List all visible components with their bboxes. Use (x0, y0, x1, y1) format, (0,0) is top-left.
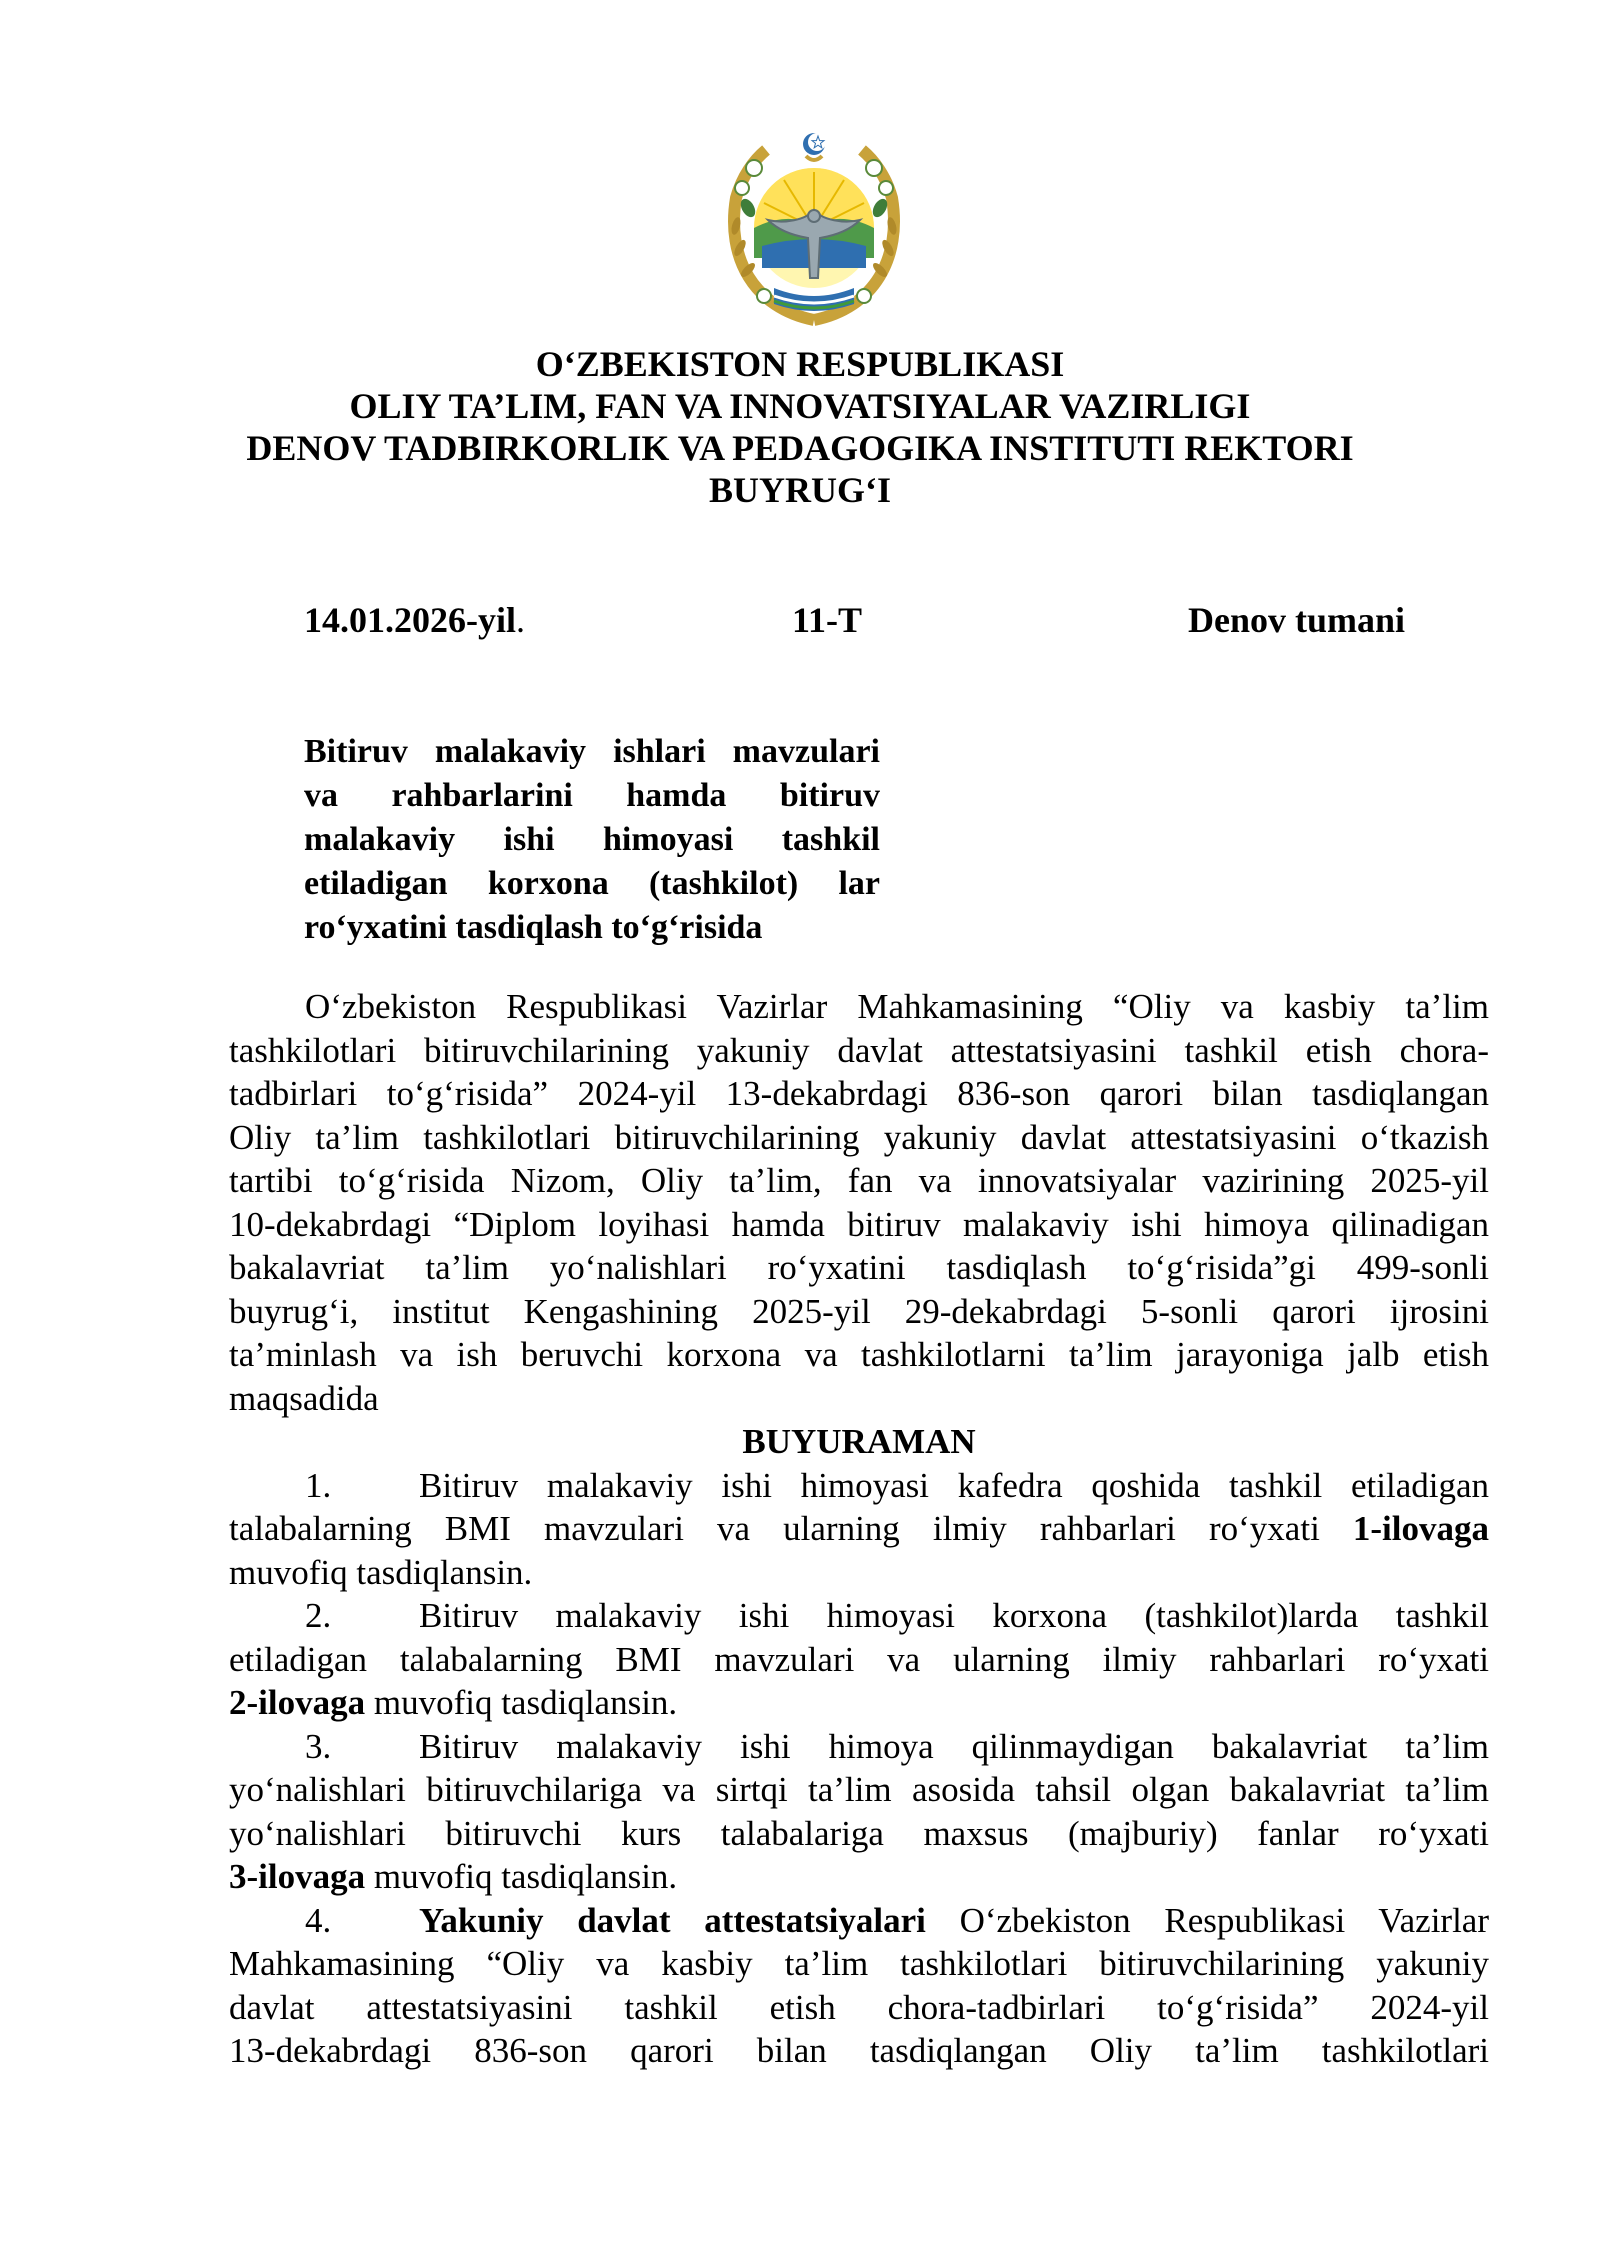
item-3-text: muvofiq tasdiqlansin. (365, 1857, 678, 1896)
item-2-line (229, 1594, 1489, 1638)
item-3-number: 3. (305, 1726, 332, 1766)
preamble-line: maqsadida (229, 1378, 379, 1418)
item-4-line: 13-dekabrdagi 836-son qarori bilan tasdiqlangan Oliy ta’lim tashkilotlari (229, 2031, 1489, 2070)
preamble-line: tadbirlari to‘g‘risida” 2024-yil 13-dekabrdagi 836-son qarori bilan tasdiqlangan (229, 1074, 1489, 1113)
order-date-dot: . (516, 600, 525, 640)
item-4-line: Mahkamasining “Oliy va kasbiy ta’lim tashkilotlari bitiruvchilarining yakuniy (229, 1944, 1489, 1983)
item-1-number: 1. (305, 1465, 332, 1505)
item-1-text: talabalarning BMI mavzulari va ularning ilmiy rahbarlari ro‘yxati (229, 1509, 1320, 1548)
item-2-line: etiladigan talabalarning BMI mavzulari va ularning ilmiy rahbarlari ro‘yxati (229, 1639, 1489, 1679)
subject-line: ro‘yxatini tasdiqlash to‘g‘risida (304, 909, 763, 946)
item-2-number: 2. (305, 1596, 332, 1635)
preamble-line: bakalavriat ta’lim yo‘nalishlari ro‘yxatini tasdiqlash to‘g‘risida”gi 499-sonli (229, 1248, 1489, 1287)
preamble-line: ta’minlash va ish beruvchi korxona va tashkilotlarni ta’lim jarayoniga jalb etish (229, 1335, 1489, 1374)
item-3-annex: 3-ilovaga (229, 1857, 366, 1896)
order-body (229, 985, 1489, 2073)
item-4-heading: Yakuniy davlat attestatsiyalari (419, 1900, 926, 1940)
item-3-text: Bitiruv malakaviy ishi himoya qilinmaydigan bakalavriat ta’lim (419, 1726, 1489, 1766)
header-line-order: BUYRUG‘I (708, 470, 891, 510)
item-3-line (229, 1855, 1489, 1899)
item-4-line (229, 1899, 1489, 1943)
order-date (304, 599, 525, 641)
preamble-line: Oliy ta’lim tashkilotlari bitiruvchilarining yakuniy davlat attestatsiyasini o‘tkazish (229, 1117, 1489, 1157)
item-4-number: 4. (305, 1900, 332, 1940)
preamble-line: buyrug‘i, institut Kengashining 2025-yil 29-dekabrdagi 5-sonli qarori ijrosini (229, 1291, 1489, 1331)
order-place: Denov tumani (1188, 600, 1406, 640)
item-2-annex: 2-ilovaga (229, 1683, 366, 1722)
header-line-country: O‘ZBEKISTON RESPUBLIKASI (535, 344, 1065, 384)
item-2-text: Bitiruv malakaviy ishi himoyasi korxona (tashkilot)larda tashkil (419, 1596, 1489, 1635)
item-4-text: O‘zbekiston Respublikasi Vazirlar (925, 1900, 1489, 1940)
preamble-line: tashkilotlari bitiruvchilarining yakuniy davlat attestatsiyasini tashkil etish chora- (229, 1030, 1489, 1070)
subject-line: Bitiruv malakaviy ishlari mavzulari (304, 733, 880, 770)
subject-line: malakaviy ishi himoyasi tashkil (304, 821, 880, 858)
order-title: BUYURAMAN (742, 1422, 976, 1461)
preamble-line: 10-dekabrdagi “Diplom loyihasi hamda bitiruv malakaviy ishi himoya qilinadigan (229, 1204, 1489, 1244)
item-2-text: muvofiq tasdiqlansin. (365, 1683, 678, 1722)
subject-line: etiladigan korxona (tashkilot) lar (304, 865, 880, 902)
subject-line: va rahbarlarini hamda bitiruv (304, 777, 880, 814)
order-subject (304, 730, 880, 950)
item-1-line (229, 1464, 1489, 1508)
item-1-line: muvofiq tasdiqlansin. (229, 1552, 533, 1592)
item-1-line (229, 1507, 1489, 1551)
preamble-line: tartibi to‘g‘risida Nizom, Oliy ta’lim, fan va innovatsiyalar vazirining 2025-yil (229, 1161, 1489, 1200)
order-number: 11-T (792, 600, 863, 640)
order-date-value: 14.01.2026-yil (304, 600, 516, 640)
header-line-ministry: OLIY TA’LIM, FAN VA INNOVATSIYALAR VAZIRLIGI (349, 386, 1251, 426)
item-3-line: yo‘nalishlari bitiruvchilariga va sirtqi ta’lim asosida tahsil olgan bakalavriat ta’lim (229, 1770, 1489, 1809)
document-header (0, 343, 1600, 511)
item-1-annex: 1-ilovaga (1352, 1509, 1490, 1548)
item-3-line: yo‘nalishlari bitiruvchi kurs talabalariga maxsus (majburiy) fanlar ro‘yxati (229, 1813, 1489, 1853)
header-line-institute: DENOV TADBIRKORLIK VA PEDAGOGIKA INSTITUTI REKTORI (246, 428, 1354, 468)
item-3-line (229, 1725, 1489, 1769)
uzbekistan-state-emblem-icon (714, 128, 914, 328)
item-2-line (229, 1681, 1489, 1725)
item-1-text: Bitiruv malakaviy ishi himoyasi kafedra qoshida tashkil etiladigan (419, 1465, 1489, 1505)
preamble-line: O‘zbekiston Respublikasi Vazirlar Mahkamasining “Oliy va kasbiy ta’lim (305, 987, 1489, 1026)
item-4-line: davlat attestatsiyasini tashkil etish chora-tadbirlari to‘g‘risida” 2024-yil (229, 1987, 1489, 2027)
